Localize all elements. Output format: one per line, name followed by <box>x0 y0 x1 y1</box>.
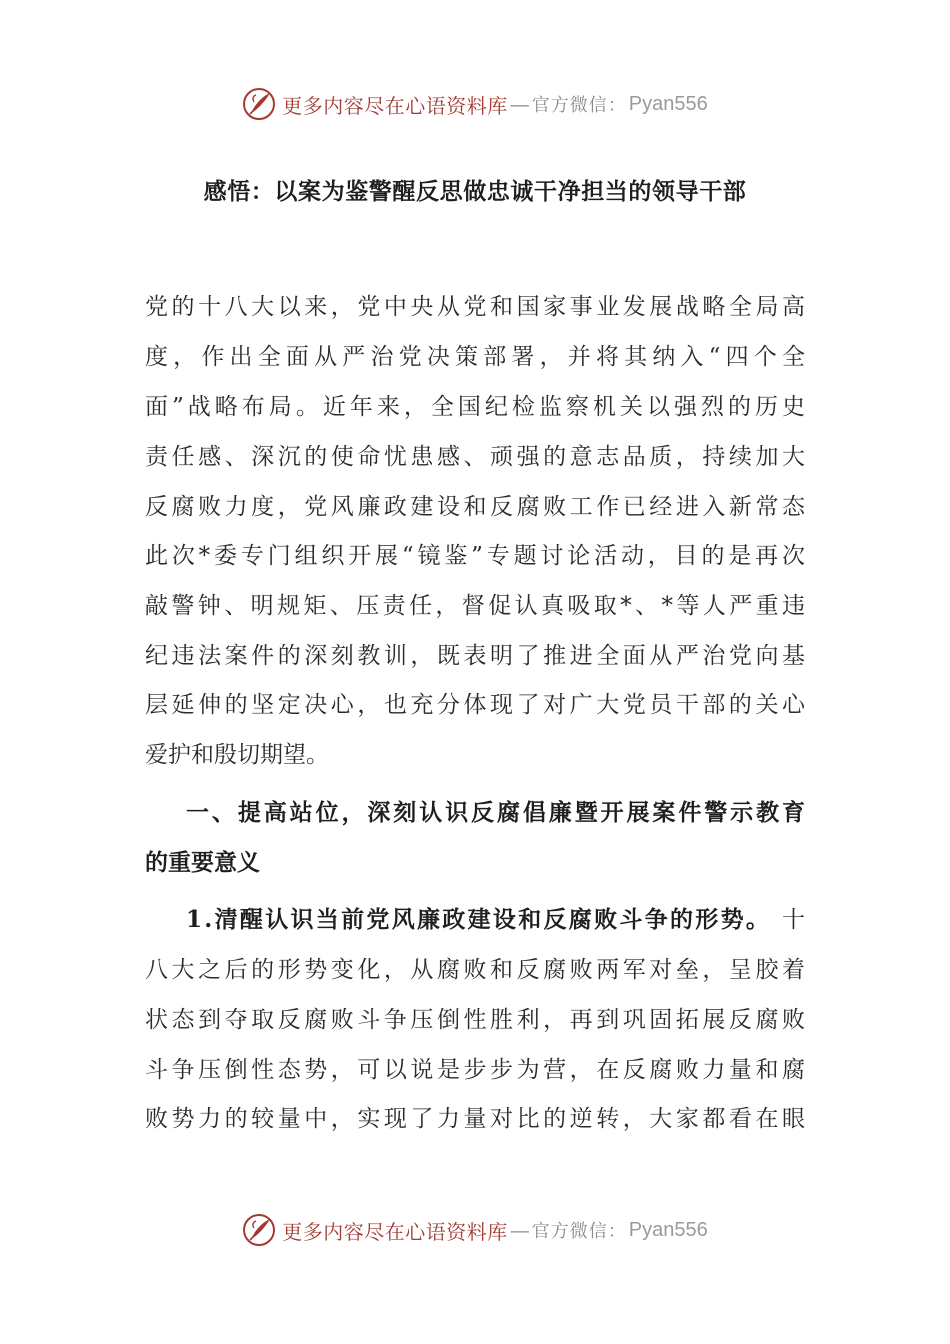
paragraph-line: 纪违法案件的深刻教训，既表明了推进全面从严治党向基 <box>145 643 805 669</box>
banner-wechat-label: 官方微信： <box>531 1221 627 1242</box>
paragraph-line: 此次*委专门组织开展“镜鉴”专题讨论活动，目的是再次 <box>145 543 805 569</box>
paragraph-line: 斗争压倒性态势，可以说是步步为营，在反腐败力量和腐 <box>145 1057 805 1083</box>
banner-dash: — <box>509 1218 530 1242</box>
paragraph-line: 面”战略布局。近年来，全国纪检监察机关以强烈的历史 <box>145 394 805 420</box>
paragraph-line: 状态到夺取反腐败斗争压倒性胜利，再到巩固拓展反腐败 <box>145 1007 805 1033</box>
banner-wechat-label: 官方微信： <box>531 95 627 116</box>
paragraph-line: 敲警钟、明规矩、压责任，督促认真吸取*、*等人严重违 <box>145 593 805 619</box>
paragraph-line: 层延伸的坚定决心，也充分体现了对广大党员干部的关心 <box>145 692 805 718</box>
paragraph-line: 度，作出全面从严治党决策部署，并将其纳入“四个全 <box>145 344 805 370</box>
banner-wechat-id: Pyan556 <box>628 92 708 115</box>
paragraph-line: 责任感、深沉的使命忧患感、顽强的意志品质，持续加大 <box>145 444 805 470</box>
subheading-bold: 1.清醒认识当前党风廉政建设和反腐败斗争的形势。 <box>186 906 772 933</box>
banner-main-text: 更多内容尽在心语资料库 <box>282 1219 508 1244</box>
quill-logo-icon <box>242 87 276 121</box>
document-title: 感悟：以案为鉴警醒反思做忠诚干净担当的领导干部 <box>203 178 747 205</box>
banner-dash: — <box>509 92 530 116</box>
paragraph-line: 八大之后的形势变化，从腐败和反腐败两军对垒，呈胶着 <box>145 957 805 983</box>
paragraph-line: 反腐败力度，党风廉政建设和反腐败工作已经进入新常态 <box>145 494 805 520</box>
banner-wechat-id: Pyan556 <box>628 1218 708 1241</box>
section-heading-cont: 的重要意义 <box>145 849 260 876</box>
quill-logo-icon <box>242 1213 276 1247</box>
paragraph-line <box>186 904 805 936</box>
paragraph-line: 党的十八大以来，党中央从党和国家事业发展战略全局高 <box>145 294 805 320</box>
footer-banner <box>0 1210 950 1250</box>
paragraph-line: 败势力的较量中，实现了力量对比的逆转，大家都看在眼 <box>145 1106 805 1132</box>
section-heading: 一、提高站位，深刻认识反腐倡廉暨开展案件警示教育 <box>186 799 805 826</box>
paragraph-line: 爱护和殷切期望。 <box>145 742 329 768</box>
paragraph-text: 十 <box>782 907 805 933</box>
banner-main-text: 更多内容尽在心语资料库 <box>282 93 508 118</box>
header-banner <box>0 84 950 124</box>
